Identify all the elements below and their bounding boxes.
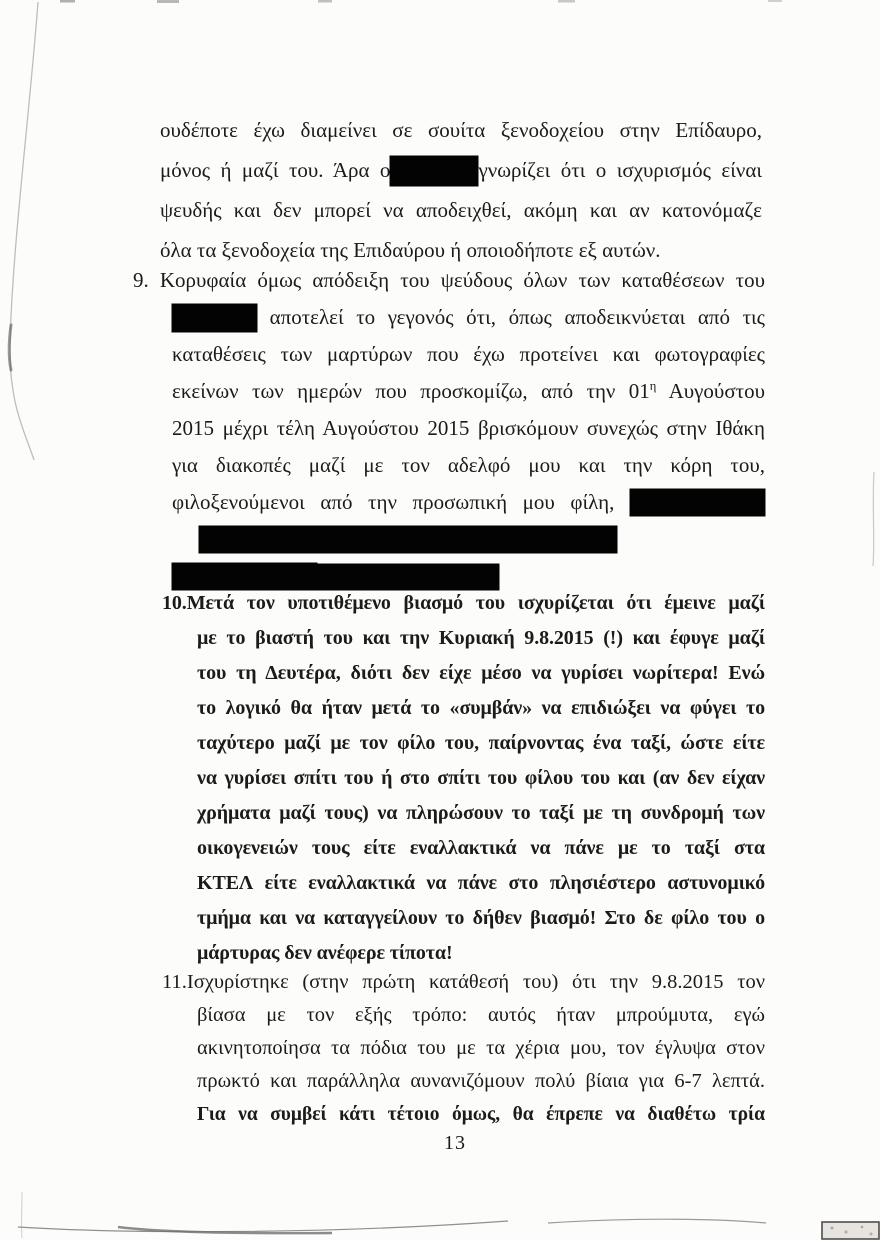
text-line <box>172 299 765 336</box>
corner-sticker <box>822 1222 879 1239</box>
text-segment: οικογενειών τους είτε εναλλακτικά να πάνε με το ταξί στα <box>197 837 765 859</box>
text-segment: να γυρίσει σπίτι του ή στο σπίτι του φίλου του και (αν δεν είχαν <box>197 767 765 789</box>
text-line <box>160 190 762 230</box>
text-segment: καταθέσεις των μαρτύρων που έχω προτείνει και φωτογραφίες <box>172 342 765 366</box>
text-line <box>172 484 765 521</box>
text-line <box>197 901 765 936</box>
text-segment: ΚΤΕΛ είτε εναλλακτικά να πάνε στο πλησιέστερο αστυνομικό <box>197 872 765 894</box>
text-segment: για διακοπές μαζί με τον αδελφό μου και την κόρη του, <box>172 453 765 477</box>
text-line <box>197 1065 765 1098</box>
text-line <box>160 150 762 190</box>
bottom-wave-left <box>18 1221 508 1232</box>
paragraph-intro <box>160 110 762 270</box>
text-line <box>197 691 765 726</box>
redaction-bar <box>390 156 478 186</box>
scan-edge-marks <box>60 0 782 3</box>
text-line <box>197 999 765 1032</box>
text-segment: γνωρίζει ότι ο ισχυρισμός είναι <box>478 158 763 182</box>
redaction-bar <box>172 304 257 332</box>
text-line <box>197 1098 765 1131</box>
text-line <box>172 336 765 373</box>
text-line <box>197 796 765 831</box>
text-segment: 2015 μέχρι τέλη Αυγούστου 2015 βρισκόμουν συνεχώς στην Ιθάκη <box>172 416 765 440</box>
text-line <box>197 621 765 656</box>
paragraph-10 <box>162 586 765 971</box>
text-segment: φιλοξενούμενοι από την προσωπική μου φίλη, <box>172 490 615 514</box>
superscript: η <box>649 379 657 393</box>
text-segment: μόνος ή μαζί του. Άρα ο <box>160 158 391 182</box>
text-line <box>197 866 765 901</box>
text-segment: ψευδής και δεν μπορεί να αποδειχθεί, ακόμη και αν κατονόμαζε <box>160 198 762 222</box>
text-segment: Αυγούστου <box>656 379 765 403</box>
paragraph-11 <box>162 966 765 1131</box>
text-segment: πρωκτό και παράλληλα αυνανιζόμουν πολύ βίαια για 6-7 λεπτά. <box>197 1070 765 1092</box>
text-segment: όλα τα ξενοδοχεία της Επιδαύρου ή οποιοδήποτε εξ αυτών. <box>160 238 661 262</box>
text-segment: αποτελεί το γεγονός ότι, όπως αποδεικνύεται από τις <box>269 305 766 329</box>
text-segment: βίασα με τον εξής τρόπο: αυτός ήταν μπρούμυτα, εγώ <box>197 1004 765 1026</box>
page-number: 13 <box>444 1132 466 1154</box>
text-line <box>197 726 765 761</box>
text-segment: 10.Μετά τον υποτιθέμενο βιασμό του ισχυρίζεται ότι έμεινε μαζί <box>162 592 765 614</box>
redaction-bar <box>199 526 617 553</box>
text-segment: τμήμα και να καταγγείλουν το δήθεν βιασμό! Στο δε φίλο του ο <box>197 907 765 929</box>
text-segment: ακινητοποίησα τα πόδια του με τα χέρια μου, τον έγλυψα στον <box>197 1037 765 1059</box>
paper-crease-dark <box>9 325 11 370</box>
text-line <box>172 410 765 447</box>
text-line <box>172 373 765 410</box>
text-line <box>160 110 762 150</box>
bottom-wave-left-thick <box>118 1227 332 1233</box>
text-line <box>172 447 765 484</box>
text-segment: χρήματα μαζί τους) να πληρώσουν το ταξί με τη συνδρομή των <box>197 802 765 824</box>
text-segment: εκείνων των ημερών που προσκομίζω, από την 01 <box>172 379 650 403</box>
paper-crease <box>10 2 38 460</box>
text-segment: 9. Κορυφαία όμως απόδειξη του ψεύδους όλων των καταθέσεων του <box>133 268 765 292</box>
text-line <box>197 761 765 796</box>
text-line <box>172 521 765 558</box>
text-line <box>162 966 765 999</box>
text-segment: μάρτυρας δεν ανέφερε τίποτα! <box>197 942 453 964</box>
text-segment: ουδέποτε έχω διαμείνει σε σουίτα ξενοδοχείου στην Επίδαυρο, <box>160 118 762 142</box>
text-line <box>197 656 765 691</box>
text-line <box>197 831 765 866</box>
text-segment: Για να συμβεί κάτι τέτοιο όμως, θα έπρεπε να διαθέτω τρία <box>197 1104 765 1125</box>
paragraph-9 <box>133 262 766 595</box>
text-segment: 11.Ισχυρίστηκε (στην πρώτη κατάθεσή του) ότι την 9.8.2015 τον <box>162 971 765 993</box>
bottom-wave-right <box>548 1219 766 1223</box>
text-segment: του τη Δευτέρα, διότι δεν είχε μέσο να γυρίσει νωρίτερα! Ενώ <box>197 662 765 684</box>
text-segment: με το βιαστή του και την Κυριακή 9.8.2015 (!) και έφυγε μαζί <box>197 627 765 649</box>
text-line <box>197 1032 765 1065</box>
text-line <box>162 586 765 621</box>
text-line <box>133 262 765 299</box>
text-segment: ταχύτερο μαζί με τον φίλο του, παίρνοντας ένα ταξί, ώστε είτε <box>197 732 765 754</box>
right-edge-mark <box>873 472 874 566</box>
redaction-bar <box>630 489 765 516</box>
text-segment: το λογικό θα ήταν μετά το «συμβάν» να επιδιώξει να φύγει το <box>197 697 765 719</box>
